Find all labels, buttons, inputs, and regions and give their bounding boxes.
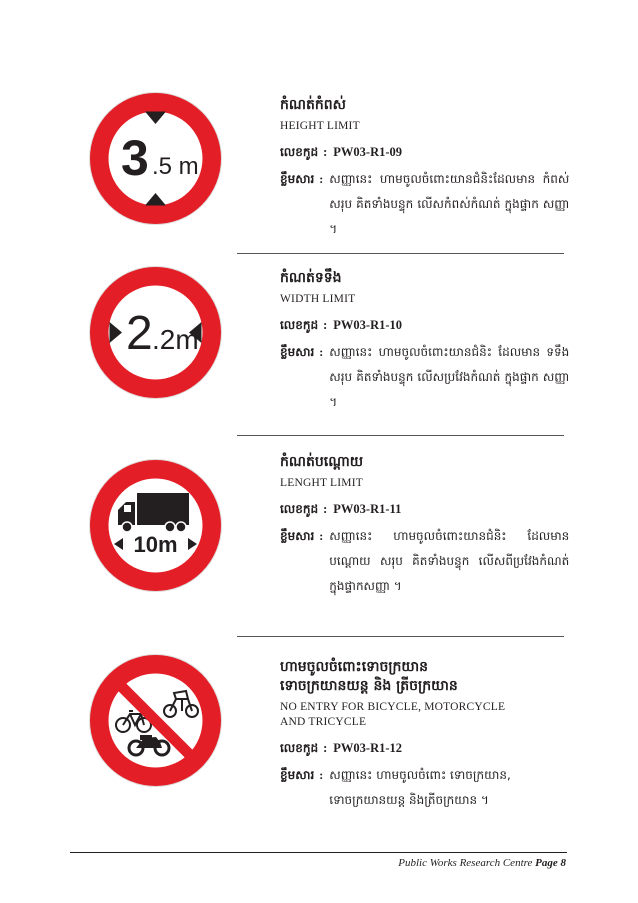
sign-code: PW03-R1-10 <box>333 318 403 332</box>
code-row: លេខកូដ : PW03-R1-11 <box>280 500 580 519</box>
meaning-label: ខ្លឹមសារ <box>280 345 315 359</box>
sign-height-small-text: .5 m <box>152 153 199 180</box>
code-label: លេខកូដ <box>280 318 319 332</box>
sign-title-en: NO ENTRY FOR BICYCLE, MOTORCYCLE AND TRICYCLE <box>280 701 506 728</box>
width-limit-sign-icon <box>88 265 223 400</box>
code-label: លេខកូដ <box>280 741 319 755</box>
meaning-row: ខ្លឹមសារ : សញ្ញានេះ ហាមចូលចំពោះយានជំនិះដែលមាន កំពស់ សរុប គិតទាំងបន្ទុក លើសកំពស់កំណត់ ក្នុងផ្ទាក សញ្ញា ។ <box>280 167 580 242</box>
sign-title-en: WIDTH LIMIT <box>280 293 356 305</box>
section-divider <box>237 435 564 436</box>
sign-title-kh: កំណត់ទទឹង <box>280 270 342 286</box>
sign-title-kh: ហាមចូលចំពោះទោចក្រយាន ទោចក្រយានយន្ត និង ត្រីចក្រយាន <box>280 659 458 694</box>
sign-description: សញ្ញានេះ ហាមចូលចំពោះយានជំនិះដែលមាន កំពស់ សរុប គិតទាំងបន្ទុក លើសកំពស់កំណត់ ក្នុងផ្ទាក សញ្ញា ។ <box>329 172 570 236</box>
page-footer <box>398 857 566 869</box>
sign-code: PW03-R1-11 <box>333 502 402 516</box>
length-limit-sign-icon <box>88 458 223 593</box>
code-row: លេខកូដ : PW03-R1-10 <box>280 316 580 335</box>
code-row: លេខកូដ : PW03-R1-12 <box>280 739 580 758</box>
code-row: លេខកូដ : PW03-R1-09 <box>280 143 580 162</box>
height-limit-sign-icon <box>88 91 223 226</box>
footer-text: Public Works Research Centre <box>398 857 533 869</box>
sign-description: សញ្ញានេះ ហាមចូលចំពោះយានជំនិះ ដែលមាន ទទឹង សរុប គិតទាំងបន្ទុក លើសប្រវែងកំណត់ ក្នុងផ្ទាក សញ្ញា ។ <box>329 345 570 409</box>
no-cycles-sign-icon <box>88 653 223 788</box>
meaning-label: ខ្លឹមសារ <box>280 768 315 782</box>
section-divider <box>237 636 564 637</box>
footer-rule <box>70 852 567 853</box>
sign-height-big-text: 3 <box>121 130 149 186</box>
page-number: Page 8 <box>535 857 566 869</box>
meaning-label: ខ្លឹមសារ <box>280 172 315 186</box>
sign-code: PW03-R1-09 <box>333 145 403 159</box>
sign-width-big-text: 2 <box>126 307 153 360</box>
sign-width-small-text: .2m <box>152 324 199 355</box>
sign-description: សញ្ញានេះ ហាមចូលចំពោះយានជំនិះ ដែលមាន បណ្តោយ សរុប គិតទាំងបន្ទុក លើសពីប្រវែងកំណត់ ក្នុងផ្ទាកសញ្ញា ។ <box>329 529 570 593</box>
code-label: លេខកូដ <box>280 502 319 516</box>
code-label: លេខកូដ <box>280 145 319 159</box>
meaning-label: ខ្លឹមសារ <box>280 529 315 543</box>
meaning-row: ខ្លឹមសារ : សញ្ញានេះ ហាមចូលចំពោះ ទោចក្រយាន, ទោចក្រយានយន្ត និងត្រីចក្រយាន ។ <box>280 763 580 813</box>
sign-description: សញ្ញានេះ ហាមចូលចំពោះ ទោចក្រយាន, ទោចក្រយានយន្ត និងត្រីចក្រយាន ។ <box>329 768 511 807</box>
sign-title-en: LENGHT LIMIT <box>280 477 363 489</box>
sign-title-en: HEIGHT LIMIT <box>280 120 360 132</box>
sign-code: PW03-R1-12 <box>333 741 403 755</box>
section-divider <box>237 253 564 254</box>
sign-length-text: 10m <box>133 532 178 557</box>
sign-title-kh: កំណត់កំពស់ <box>280 97 346 113</box>
meaning-row: ខ្លឹមសារ : សញ្ញានេះ ហាមចូលចំពោះយានជំនិះ ដែលមាន ទទឹង សរុប គិតទាំងបន្ទុក លើសប្រវែងកំណត់ ក្នុងផ្ទាក សញ្ញា ។ <box>280 340 580 415</box>
meaning-row: ខ្លឹមសារ : សញ្ញានេះ ហាមចូលចំពោះយានជំនិះ ដែលមាន បណ្តោយ សរុប គិតទាំងបន្ទុក លើសពីប្រវែងកំណត់ ក្នុងផ្ទាកសញ្ញា ។ <box>280 524 580 599</box>
sign-title-kh: កំណត់បណ្តោយ <box>280 454 364 470</box>
